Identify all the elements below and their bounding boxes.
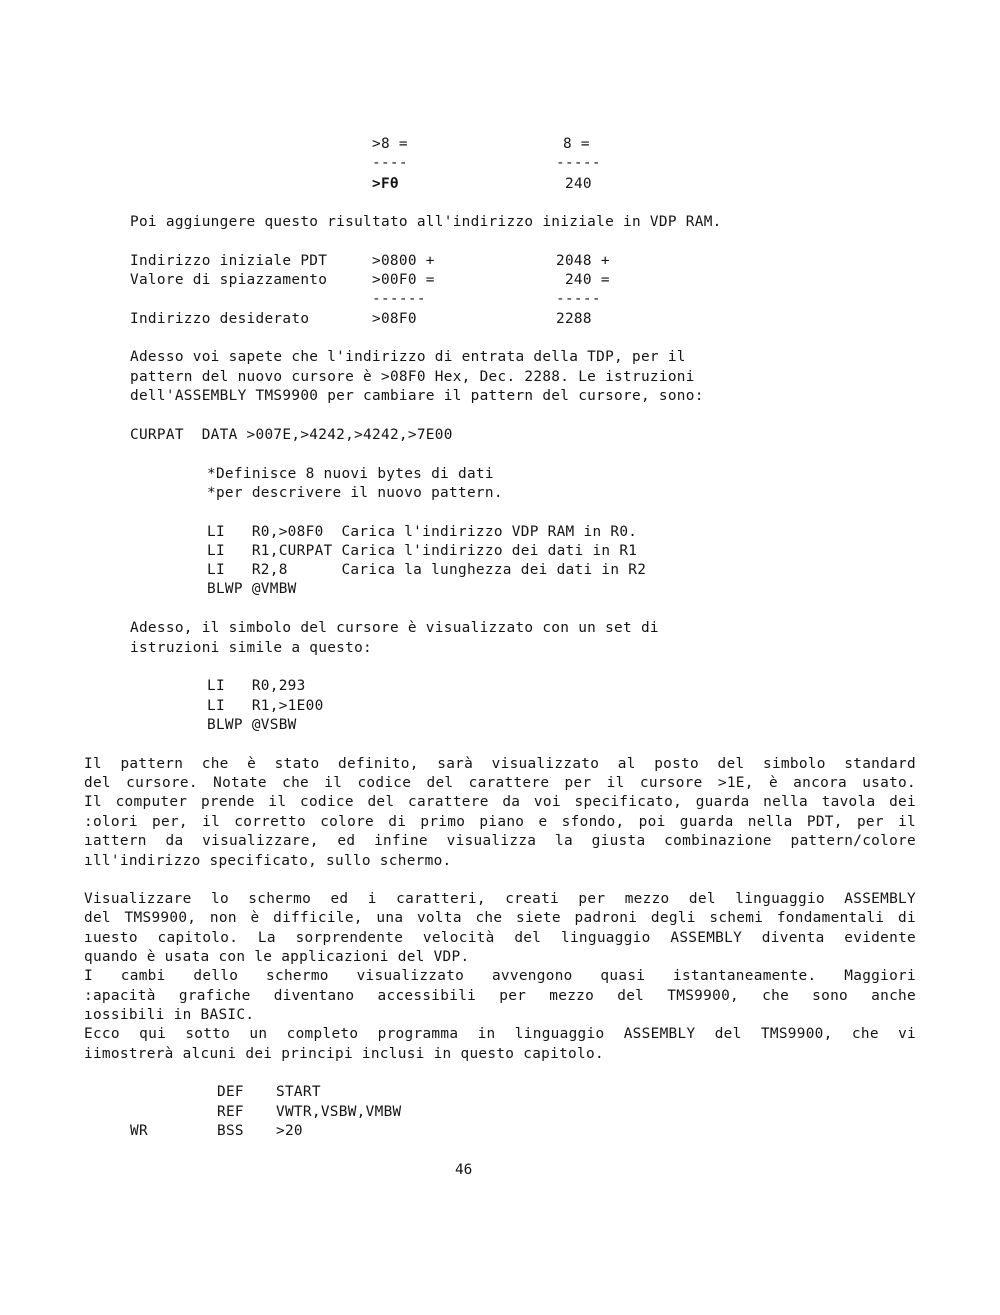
address-dec-1: 2048 + <box>556 253 610 269</box>
code-instruction: LI R2,8 Carica la lunghezza dei dati in R2 <box>207 562 647 578</box>
paragraph-line: iimostrerà alcuni dei principi inclusi in questo capitolo. <box>84 1046 604 1062</box>
paragraph-line: Visualizzare lo schermo ed i caratteri, creati per mezzo del linguaggio ASSEMBLY <box>84 891 916 907</box>
address-result-dec: 2288 <box>556 311 592 327</box>
paragraph-line: :olori per, il corretto colore di primo piano e sfondo, poi guarda nella PDT, per il <box>84 814 916 830</box>
paragraph-line: istruzioni simile a questo: <box>130 640 373 656</box>
code-arg: >20 <box>276 1123 303 1139</box>
paragraph-line: dell'ASSEMBLY TMS9900 per cambiare il pattern del cursore, sono: <box>130 388 704 404</box>
paragraph-line: del TMS9900, non è difficile, una volta che siete padroni degli schemi fondamentali di <box>84 910 916 926</box>
code-instruction: LI R0,293 <box>207 678 306 694</box>
address-result-hex: >08F0 <box>372 311 417 327</box>
conversion-hex-rule: ---- <box>372 155 408 171</box>
address-dec-rule: ----- <box>556 291 601 307</box>
code-data-line: CURPAT DATA >007E,>4242,>4242,>7E00 <box>130 427 453 443</box>
conversion-dec-row: 8 = <box>563 136 590 152</box>
paragraph-line: Il computer prende il codice del carattere da voi specificato, guarda nella tavola dei <box>84 794 916 810</box>
address-result-label: Indirizzo desiderato <box>130 311 310 327</box>
code-op: BSS <box>217 1123 244 1139</box>
paragraph-line: Il pattern che è stato definito, sarà visualizzato al posto del simbolo standard <box>84 756 916 772</box>
code-comment: *per descrivere il nuovo pattern. <box>207 485 503 501</box>
page-number: 46 <box>455 1162 473 1178</box>
intro-text: Poi aggiungere questo risultato all'indirizzo iniziale in VDP RAM. <box>130 214 722 230</box>
code-op: DEF <box>217 1084 244 1100</box>
paragraph-line: Adesso, il simbolo del cursore è visualizzato con un set di <box>130 620 659 636</box>
paragraph-line: Adesso voi sapete che l'indirizzo di entrata della TDP, per il <box>130 349 686 365</box>
address-hex-1: >0800 + <box>372 253 435 269</box>
conversion-dec-result: 240 <box>565 176 592 192</box>
paragraph-line: ıossibili in BASIC. <box>84 1007 255 1023</box>
code-instruction: LI R1,CURPAT Carica l'indirizzo dei dati in R1 <box>207 543 638 559</box>
paragraph-line: ıuesto capitolo. La sorprendente velocità del linguaggio ASSEMBLY diventa evidente <box>84 930 916 946</box>
address-dec-2: 240 = <box>556 272 610 288</box>
conversion-hex-result: >Fθ <box>372 176 399 192</box>
code-label: WR <box>130 1123 148 1139</box>
paragraph-line: I cambi dello schermo visualizzato avvengono quasi istantaneamente. Maggiori <box>84 968 916 984</box>
code-instruction: BLWP @VSBW <box>207 717 297 733</box>
code-arg: VWTR,VSBW,VMBW <box>276 1104 402 1120</box>
address-label-1: Indirizzo iniziale PDT <box>130 253 328 269</box>
paragraph-line: quando è usata con le applicazioni del VDP. <box>84 949 470 965</box>
code-comment: *Definisce 8 nuovi bytes di dati <box>207 466 494 482</box>
code-instruction: LI R0,>08F0 Carica l'indirizzo VDP RAM in R0. <box>207 524 638 540</box>
paragraph-line: :apacità grafiche diventano accessibili per mezzo del TMS9900, che sono anche <box>84 988 916 1004</box>
conversion-hex-row: >8 = <box>372 136 408 152</box>
paragraph-line: pattern del nuovo cursore è >08F0 Hex, Dec. 2288. Le istruzioni <box>130 369 695 385</box>
paragraph-line: ıattern da visualizzare, ed infine visualizza la giusta combinazione pattern/colore <box>84 833 916 849</box>
address-hex-rule: ------ <box>372 291 426 307</box>
code-instruction: BLWP @VMBW <box>207 581 297 597</box>
conversion-dec-rule: ----- <box>556 155 601 171</box>
code-instruction: LI R1,>1E00 <box>207 698 324 714</box>
paragraph-line: ıll'indirizzo specificato, sullo schermo. <box>84 853 452 869</box>
code-op: REF <box>217 1104 244 1120</box>
address-hex-2: >00F0 = <box>372 272 435 288</box>
code-arg: START <box>276 1084 321 1100</box>
address-label-2: Valore di spiazzamento <box>130 272 328 288</box>
paragraph-line: del cursore. Notate che il codice del carattere per il cursore >1E, è ancora usato. <box>84 775 916 791</box>
paragraph-line: Ecco qui sotto un completo programma in linguaggio ASSEMBLY del TMS9900, che vi <box>84 1026 916 1042</box>
